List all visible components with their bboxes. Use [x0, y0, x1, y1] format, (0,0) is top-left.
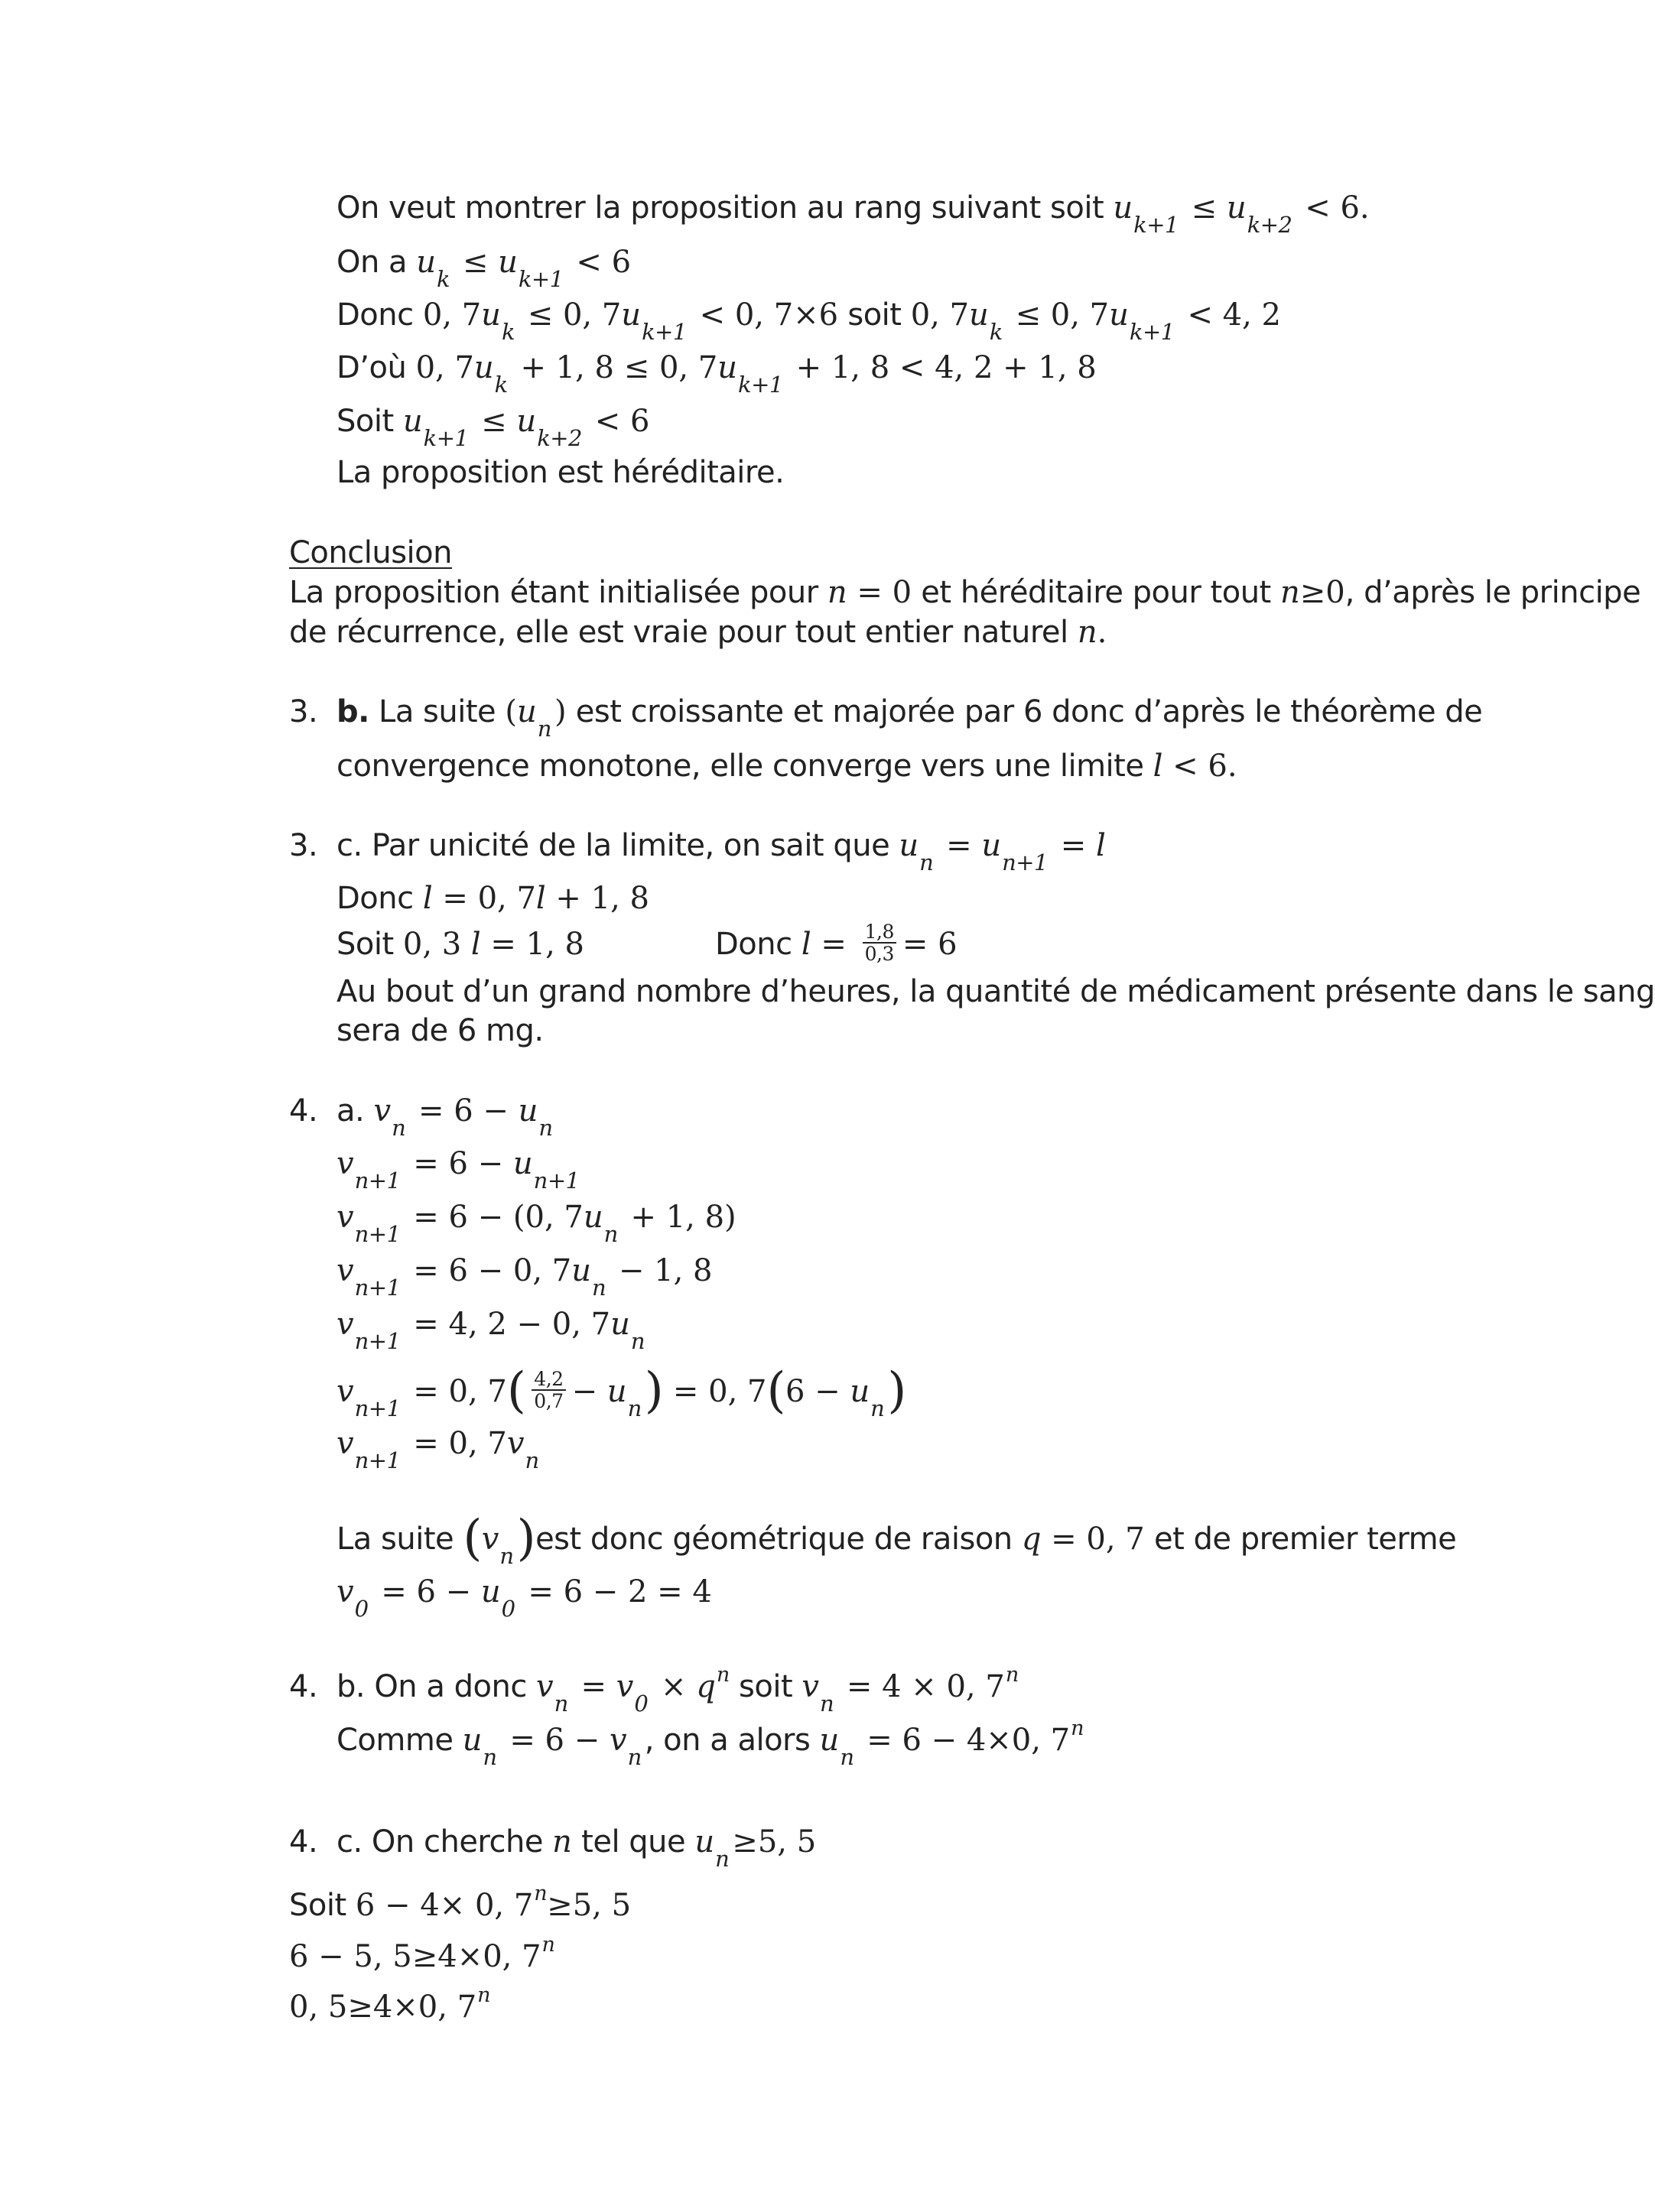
text: Donc [337, 881, 423, 916]
text: et héréditaire pour tout [912, 575, 1280, 610]
item-number: 3. [289, 828, 318, 863]
line-31: 0, 5≥4×0, 7n [289, 1983, 491, 2025]
line-14: Soit 0, 3 l = 1, 8 [337, 927, 584, 962]
line-20: vn+1 = 6 − 0, 7un − 1, 8 [337, 1253, 713, 1301]
text: est donc géométrique de raison [535, 1522, 1022, 1557]
line-10: b. La suite (un ) est croissante et majorée par 6 donc d’après le théorème de [337, 694, 1483, 742]
line-30: 6 − 5, 5≥4×0, 7n [289, 1933, 555, 1974]
line-9: de récurrence, elle est vraie pour tout entier naturel n. [289, 615, 1107, 650]
text: D’où [337, 350, 416, 385]
text: est croissante et majorée par 6 donc d’après le théorème de [566, 694, 1483, 729]
text: Donc [337, 297, 423, 333]
text: b. [337, 694, 369, 729]
text: c. Par unicité de la limite, on sait que [337, 828, 899, 863]
line-23: vn+1 = 0, 7vn [337, 1426, 539, 1473]
item-number: 3. [289, 694, 318, 729]
text: a. [337, 1093, 374, 1129]
text: La suite [369, 694, 506, 729]
item-number: 4. [289, 1669, 318, 1704]
text: tel que [571, 1824, 695, 1860]
line-28: c. On cherche n tel que un ≥5, 5 [337, 1824, 817, 1872]
line-22: vn+1 = 0, 7( $\frac{4,2}{0,7}$ − un) = 0, 7(6 − un) [337, 1363, 906, 1421]
text: On veut montrer la proposition au rang suivant soit [337, 190, 1114, 226]
text: convergence monotone, elle converge vers une limite [337, 749, 1153, 784]
text: Soit [337, 927, 403, 962]
text: Donc [715, 927, 801, 962]
text: soit [838, 297, 911, 333]
line-12: c. Par unicité de la limite, on sait que un = un+1 = l [337, 828, 1106, 875]
line-5: Soit uk+1 ≤ uk+2 < 6 [337, 404, 650, 451]
text: On a [337, 245, 417, 280]
line-21: vn+1 = 4, 2 − 0, 7un [337, 1307, 645, 1354]
line-13: Donc l = 0, 7l + 1, 8 [337, 881, 649, 916]
text: Soit [289, 1888, 356, 1923]
text: La suite [337, 1522, 463, 1557]
line-18: vn+1 = 6 − un+1 [337, 1146, 580, 1194]
line-8: La proposition étant initialisée pour n = 0 et héréditaire pour tout n≥0, d’après le principe [289, 575, 1641, 610]
text: c. On cherche [337, 1824, 553, 1860]
line-3: Donc 0, 7uk ≤ 0, 7uk+1 < 0, 7×6 soit 0, 7uk ≤ 0, 7uk+1 < 4, 2 [337, 297, 1282, 345]
line-4: D’où 0, 7uk + 1, 8 ≤ 0, 7uk+1 + 1, 8 < 4, 2 + 1, 8 [337, 350, 1097, 398]
fraction: $\frac{1,8}{0,3}$ [863, 921, 896, 964]
line-17: a. vn = 6 − un [337, 1093, 553, 1141]
line-26: b. On a donc vn = v0 × qn soit vn = 4 × 0, 7n [337, 1663, 1019, 1717]
line-15: Au bout d’un grand nombre d’heures, la quantité de médicament présente dans le sang [337, 974, 1655, 1009]
text: b. On a donc [337, 1669, 537, 1704]
text: Soit [337, 404, 403, 439]
line-14-right: Donc l = $\frac{1,8}{0,3}$ = 6 [715, 921, 958, 965]
line-27: Comme un = 6 − vn , on a alors un = 6 − 4×0, 7n [337, 1717, 1084, 1770]
text: , on a alors [644, 1723, 820, 1758]
fraction: $\frac{4,2}{0,7}$ [532, 1369, 565, 1411]
line-11: convergence monotone, elle converge vers une limite l < 6. [337, 749, 1237, 784]
item-number: 4. [289, 1093, 318, 1129]
line-29: Soit 6 − 4× 0, 7n≥5, 5 [289, 1882, 632, 1923]
text: de récurrence, elle est vraie pour tout entier naturel [289, 615, 1078, 650]
text: La proposition étant initialisée pour [289, 575, 828, 610]
line-6: La proposition est héréditaire. [337, 455, 785, 490]
line-25: v0 = 6 − u0 = 6 − 2 = 4 [337, 1574, 712, 1622]
text: , d’après le principe [1344, 575, 1641, 610]
item-number: 4. [289, 1824, 318, 1860]
section-heading-conclusion: Conclusion [289, 535, 452, 570]
line-16: sera de 6 mg. [337, 1013, 544, 1048]
line-19: vn+1 = 6 − (0, 7un + 1, 8) [337, 1200, 736, 1247]
line-24: La suite (vn)est donc géométrique de raison q = 0, 7 et de premier terme [337, 1510, 1457, 1569]
text: et de premier terme [1144, 1522, 1457, 1557]
line-1: On veut montrer la proposition au rang suivant soit uk+1 ≤ uk+2 < 6. [337, 190, 1370, 238]
line-2: On a uk ≤ uk+1 < 6 [337, 245, 632, 292]
text: Comme [337, 1723, 463, 1758]
text: soit [729, 1669, 802, 1704]
